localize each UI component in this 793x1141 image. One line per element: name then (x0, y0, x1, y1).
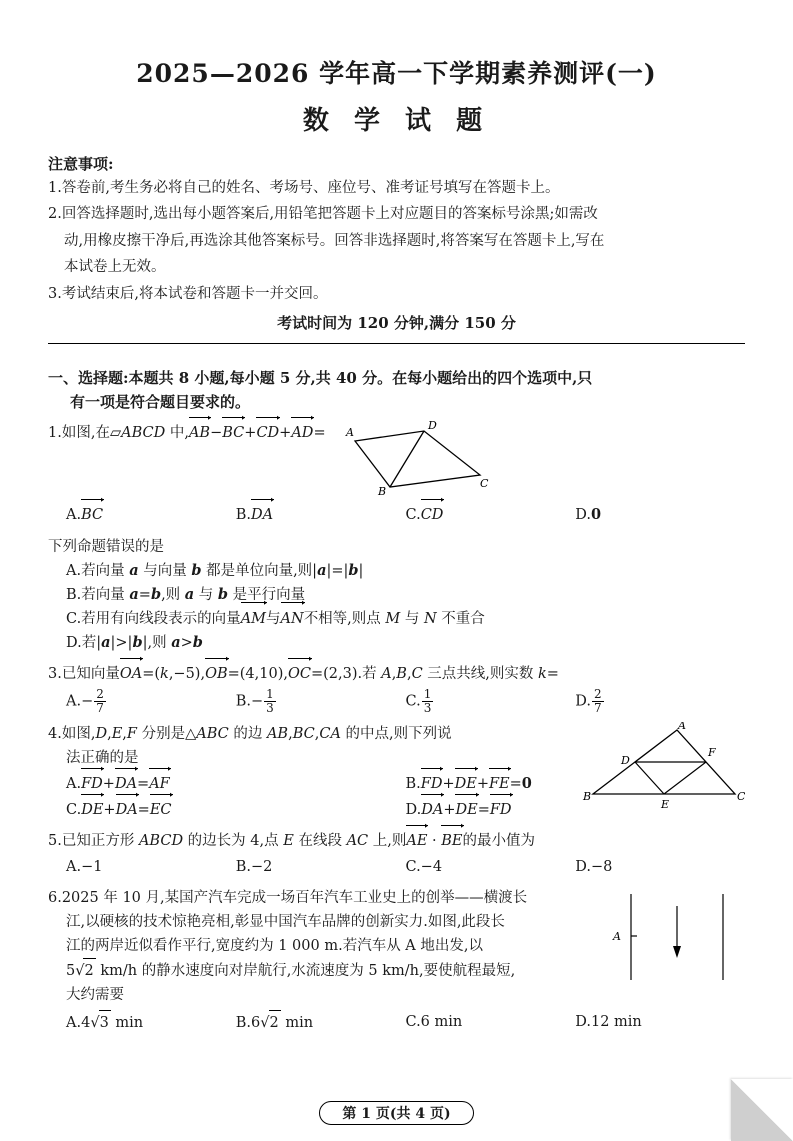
question-2 (48, 535, 745, 655)
question-2-option-a[interactable]: A.若向量 a 与向量 b 都是单位向量,则|a|=|b| (66, 561, 364, 579)
svg-text:C: C (480, 477, 489, 491)
svg-text:F: F (708, 745, 716, 759)
triangle-midpoints-figure (577, 722, 745, 822)
option-b[interactable]: B.DA (236, 503, 406, 527)
option-d[interactable]: D.12 min (575, 1013, 642, 1030)
question-1 (48, 421, 745, 527)
notice-item-2c: 本试卷上无效。 (64, 259, 166, 276)
question-4 (48, 722, 745, 822)
option-c[interactable]: C. $\frac{1}{3}$ (405, 686, 432, 715)
svg-text:C: C (737, 789, 745, 803)
svg-text:D: D (621, 753, 630, 767)
option-b[interactable]: B.6√2 min (236, 1010, 406, 1035)
question-5-options (48, 855, 745, 879)
question-6-options (48, 1010, 745, 1035)
question-3-stem: 3.已知向量OA=(k,−5),OB=(4,10),OC=(2,3).若 A,B,C 三点共线,则实数 k= (48, 666, 559, 682)
option-c[interactable]: C.DE+DA=EC (66, 798, 406, 822)
question-2-option-d[interactable]: D.若|a|>|b|,则 a>b (66, 633, 203, 651)
svg-text:E: E (661, 797, 670, 811)
svg-text:D: D (428, 419, 437, 433)
question-1-stem: 1.如图,在▱ABCD 中,AB−BC+CD+AD= (48, 425, 326, 441)
question-5-stem: 5.已知正方形 ABCD 的边长为 4,点 E 在线段 AC 上,则AE · BE的最小值为 (48, 833, 535, 849)
notice-item-3: 3.考试结束后,将本试卷和答题卡一并交回。 (48, 285, 328, 302)
question-3-options (48, 688, 745, 715)
question-3 (48, 662, 745, 715)
option-c[interactable]: C.6 min (405, 1013, 463, 1030)
option-a[interactable]: A.−1 (66, 859, 103, 876)
notice-heading: 注意事项: (48, 155, 114, 173)
question-6 (48, 886, 745, 1034)
svg-text:A: A (346, 426, 354, 440)
question-2-option-b[interactable]: B.若向量 a=b,则 a 与 b 是平行向量 (66, 585, 306, 603)
option-d[interactable]: D.0 (575, 506, 602, 524)
question-6-stem-3: 江的两岸近似看作平行,宽度约为 1 000 m.若汽车从 A 地出发,以 (66, 938, 483, 955)
svg-text:B: B (378, 485, 387, 499)
page-footer (0, 1101, 793, 1125)
option-b[interactable]: B.− $\frac{1}{3}$ (235, 686, 274, 715)
svg-text:B: B (583, 789, 592, 803)
notice-item-2b: 动,用橡皮擦干净后,再选涂其他答案标号。回答非选择题时,将答案写在答题卡上,写在 (64, 232, 605, 249)
question-4-stem: 4.如图,D,E,F 分别是△ABC 的边 AB,BC,CA 的中点,则下列说 (48, 725, 452, 742)
question-2-option-c[interactable]: C.若用有向线段表示的向量AM与AN不相等,则点 M 与 N 不重合 (48, 607, 745, 631)
option-a[interactable]: A.BC (66, 503, 236, 527)
question-6-stem-5: 大约需要 (66, 987, 124, 1004)
section-heading: 一、选择题:本题共 8 小题,每小题 5 分,共 40 分。在每小题给出的四个选项中,只 有一项是符合题目要求的。 (48, 369, 593, 412)
river-crossing-figure (611, 892, 741, 992)
option-b[interactable]: B.−2 (235, 859, 273, 876)
option-c[interactable]: C.CD (406, 503, 576, 527)
question-6-stem-2: 江,以硬核的技术惊艳亮相,彰显中国汽车品牌的创新实力.如图,此段长 (66, 914, 505, 931)
page-curl-corner (731, 1079, 793, 1141)
exam-time: 考试时间为 120 分钟,满分 150 分 (277, 314, 516, 333)
question-2-stem: 下列命题错误的是 (48, 538, 164, 555)
notice-item-2: 2.回答选择题时,选出每小题答案后,用铅笔把答题卡上对应题目的答案标号涂黑;如需改 (48, 206, 598, 223)
page-title: 2025—2026 学年高一下学期素养测评(一) (136, 59, 657, 88)
subject-title: 数 学 试 题 (302, 106, 491, 136)
option-d[interactable]: D.−8 (575, 859, 613, 876)
parallelogram-figure (328, 417, 508, 507)
divider (48, 343, 745, 344)
option-a[interactable]: A.− $\frac{2}{7}$ (66, 686, 104, 715)
option-d[interactable]: D.DA+DE=FD (406, 798, 746, 822)
question-4-stem2: 法正确的是 (66, 749, 139, 766)
page-number: 第 1 页(共 4 页) (319, 1101, 473, 1125)
option-d[interactable]: D. $\frac{2}{7}$ (575, 686, 602, 715)
option-b[interactable]: B.FD+DE+FE=0 (406, 772, 746, 796)
svg-text:A: A (613, 930, 621, 944)
svg-text:A: A (678, 721, 686, 732)
question-6-stem-4: 5√2 km/h 的静水速度向对岸航行,水流速度为 5 km/h,要使航程最短, (48, 958, 745, 983)
option-a[interactable]: A.4√3 min (66, 1010, 236, 1035)
option-c[interactable]: C.−4 (405, 859, 443, 876)
question-6-stem-1: 6.2025 年 10 月,某国产汽车完成一场百年汽车工业史上的创举——横渡长 (48, 890, 528, 907)
question-5 (48, 829, 745, 879)
notice-item-1: 1.答卷前,考生务必将自己的姓名、考场号、座位号、准考证号填写在答题卡上。 (48, 180, 560, 196)
option-a[interactable]: A.FD+DA=AF (66, 772, 406, 796)
